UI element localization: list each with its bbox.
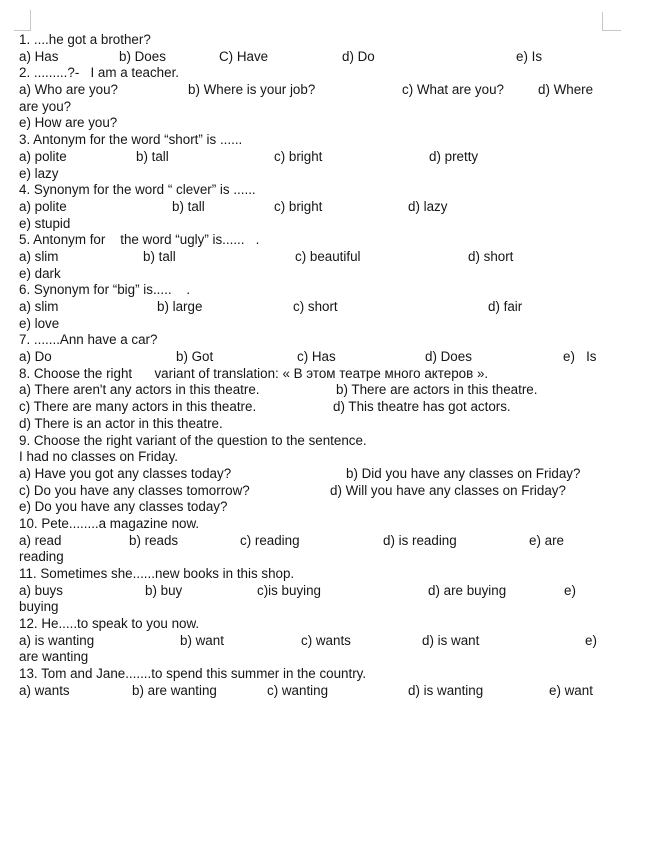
given-sentence: I had no classes on Friday. — [19, 449, 179, 465]
question-1-stem — [19, 32, 619, 49]
question-6-stem — [19, 282, 619, 299]
question-5-stem — [19, 232, 619, 249]
question-9-stem — [19, 433, 619, 450]
question-5-options — [19, 249, 619, 266]
option-a: a) There aren't any actors in this theatre. — [19, 382, 260, 398]
question-stem: 3. Antonym for the word “short” is ...... — [19, 132, 243, 148]
question-12-options — [19, 633, 619, 650]
option-c: C) Have — [219, 48, 269, 64]
option-e-head: e) — [564, 582, 576, 598]
crop-mark-top-right — [602, 12, 621, 31]
option-a: a) Do — [19, 349, 52, 365]
question-2-option-e — [19, 115, 619, 132]
question-stem: 7. .......Ann have a car? — [19, 332, 158, 348]
option-d: d) This theatre has got actors. — [333, 399, 511, 415]
question-9-sentence — [19, 449, 619, 466]
option-d: d) is reading — [383, 532, 457, 548]
option-e: e) love — [19, 315, 60, 331]
question-10-options — [19, 533, 619, 550]
option-c: c) reading — [240, 532, 300, 548]
option-d: d) is want — [422, 632, 480, 648]
option-c: c) bright — [274, 198, 323, 214]
option-a: a) read — [19, 532, 62, 548]
option-b: b) tall — [143, 248, 176, 264]
option-b: b) tall — [136, 148, 169, 164]
question-stem: 11. Sometimes she......new books in this shop. — [19, 566, 295, 581]
option-e: e) Is — [563, 349, 597, 365]
option-b: b) Where is your job? — [188, 82, 316, 98]
question-10-stem — [19, 516, 619, 533]
option-b: b) Got — [176, 349, 214, 365]
option-b: b) large — [157, 299, 203, 314]
question-10-wrap-line — [19, 549, 619, 566]
option-b: b) buy — [145, 582, 183, 598]
crop-mark-top-left — [14, 10, 31, 31]
option-d: d) is wanting — [408, 682, 484, 698]
question-5-option-e — [19, 266, 619, 283]
option-e-tail: are wanting — [19, 649, 89, 665]
option-d: d) pretty — [429, 148, 479, 164]
option-e: e) want — [549, 682, 593, 698]
option-b: b) are wanting — [132, 682, 217, 698]
option-d: d) Does — [425, 349, 472, 365]
option-a: a) buys — [19, 582, 63, 598]
option-d-head: d) Where — [538, 82, 594, 98]
option-b: b) reads — [129, 532, 179, 548]
question-stem: 13. Tom and Jane.......to spend this summer in the country. — [19, 666, 367, 682]
option-e: e) Is — [516, 48, 543, 64]
question-stem: 9. Choose the right variant of the question to the sentence. — [19, 432, 367, 448]
option-c: c) beautiful — [295, 248, 361, 264]
option-c: c) short — [293, 299, 338, 314]
option-a: a) slim — [19, 248, 59, 264]
question-9-options-ab — [19, 466, 619, 483]
option-e: e) Do you have any classes today? — [19, 499, 228, 515]
option-a: a) polite — [19, 148, 67, 164]
question-stem: 4. Synonym for the word “ clever” is ...... — [19, 182, 256, 198]
option-b: b) tall — [172, 198, 205, 214]
question-11-wrap-line — [19, 599, 619, 616]
option-c: c) bright — [274, 148, 323, 164]
option-b: b) Does — [119, 48, 166, 64]
question-12-wrap-line — [19, 649, 619, 666]
option-a: a) Have you got any classes today? — [19, 465, 232, 481]
question-4-option-e — [19, 216, 619, 233]
question-3-option-e — [19, 166, 619, 183]
question-stem: 2. .........?- I am a teacher. — [19, 65, 180, 81]
question-12-stem — [19, 616, 619, 633]
question-3-options — [19, 149, 619, 166]
option-b: b) Did you have any classes on Friday? — [346, 465, 581, 481]
option-d: d) Do — [342, 48, 375, 64]
option-a: a) polite — [19, 198, 67, 214]
option-a: a) Who are you? — [19, 82, 118, 98]
option-c: c) There are many actors in this theatre. — [19, 399, 257, 415]
question-stem: 6. Synonym for “big” is..... . — [19, 282, 191, 298]
option-a: a) Has — [19, 48, 59, 64]
option-d: d) Will you have any classes on Friday? — [330, 482, 566, 498]
option-e: e) lazy — [19, 165, 59, 181]
question-6-options — [19, 299, 619, 316]
question-13-stem — [19, 666, 619, 683]
question-9-option-e — [19, 499, 619, 516]
option-d-tail: are you? — [19, 98, 72, 114]
option-d-second: d) There is an actor in this theatre. — [19, 415, 223, 431]
question-8-option-d2 — [19, 416, 619, 433]
option-d: d) are buying — [428, 582, 507, 598]
question-2-options — [19, 82, 619, 99]
option-d: d) lazy — [408, 198, 448, 214]
option-a: a) slim — [19, 299, 59, 314]
option-e: e) How are you? — [19, 115, 118, 131]
question-1-options — [19, 49, 619, 66]
question-stem: 1. ....he got a brother? — [19, 32, 151, 47]
question-stem: 5. Antonym for the word “ugly” is...... . — [19, 232, 260, 248]
worksheet — [19, 32, 619, 700]
option-c: c)is buying — [257, 582, 322, 598]
option-a: a) wants — [19, 682, 70, 698]
question-8-options-cd — [19, 399, 619, 416]
option-e-tail: reading — [19, 549, 64, 565]
question-4-options — [19, 199, 619, 216]
question-8-stem — [19, 366, 619, 383]
option-c: c) What are you? — [402, 82, 504, 98]
question-11-options — [19, 583, 619, 600]
option-c: c) wants — [301, 632, 351, 648]
question-7-stem — [19, 332, 619, 349]
option-b: b) want — [180, 632, 224, 648]
question-2-stem — [19, 65, 619, 82]
option-d: d) short — [468, 248, 514, 264]
option-c: c) wanting — [267, 682, 329, 698]
option-b: b) There are actors in this theatre. — [336, 382, 538, 398]
question-stem: 8. Choose the right variant of translation: « В этом театре много актеров ». — [19, 365, 489, 381]
option-c: c) Do you have any classes tomorrow? — [19, 482, 250, 498]
question-3-stem — [19, 132, 619, 149]
question-13-options — [19, 683, 619, 700]
option-c: c) Has — [297, 349, 336, 365]
option-a: a) is wanting — [19, 632, 95, 648]
question-6-option-e — [19, 316, 619, 333]
question-8-options-ab — [19, 382, 619, 399]
question-stem: 12. He.....to speak to you now. — [19, 616, 200, 632]
option-e-head: e) — [585, 632, 597, 648]
question-2-wrap-line — [19, 99, 619, 116]
question-9-options-cd — [19, 483, 619, 500]
question-4-stem — [19, 182, 619, 199]
option-e-tail: buying — [19, 599, 59, 615]
option-e: e) dark — [19, 265, 61, 281]
question-7-options — [19, 349, 619, 366]
question-11-stem — [19, 566, 619, 583]
question-stem: 10. Pete........a magazine now. — [19, 515, 200, 531]
option-e: e) stupid — [19, 215, 71, 231]
option-d: d) fair — [488, 299, 523, 314]
option-e-head: e) are — [529, 532, 564, 548]
